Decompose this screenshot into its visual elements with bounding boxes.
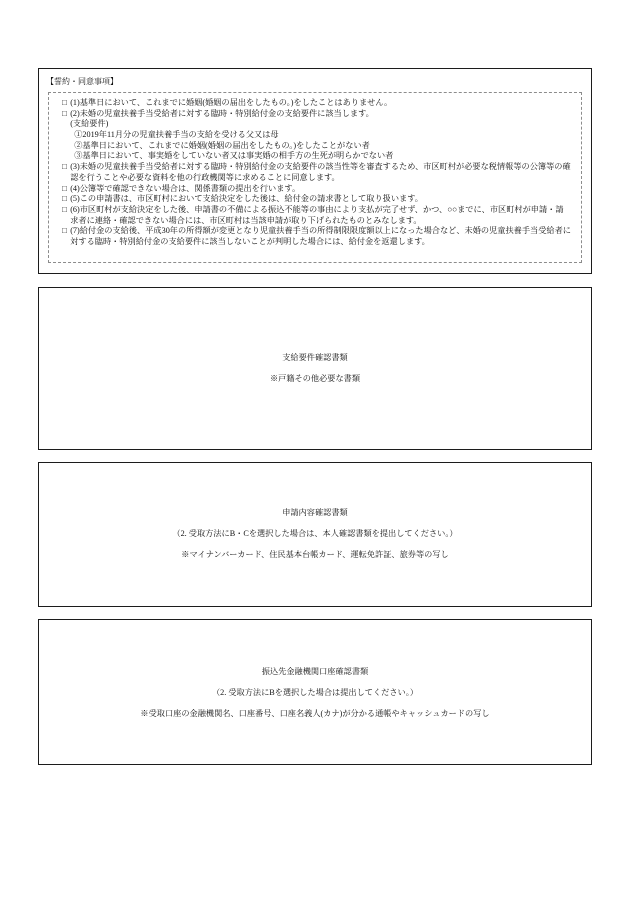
pledge-checkbox-1[interactable]: □: [62, 98, 67, 107]
eligibility-requirements: [70, 119, 581, 162]
pledge-item-body: [70, 205, 581, 226]
pledge-items-list: [48, 92, 582, 263]
pledge-item-4: [62, 184, 581, 195]
bank-account-documents-section: [38, 619, 592, 765]
section-title: 振込先金融機関口座確認書類: [261, 666, 369, 676]
pledge-item-text: (4)公簿等で確認できない場合は、関係書類の提出を行います。: [70, 183, 301, 193]
pledge-checkbox-5[interactable]: □: [62, 194, 67, 204]
pledge-checkbox-7[interactable]: □: [62, 226, 67, 236]
pledge-checkbox-3[interactable]: □: [62, 162, 67, 172]
pledge-item-2: [62, 109, 581, 162]
pledge-item-1: [62, 98, 581, 109]
pledge-item-7: [62, 226, 581, 247]
pledge-item-6: [62, 205, 581, 226]
pledge-item-5: [62, 194, 581, 205]
pledge-item-body: [70, 194, 581, 205]
section-note: ※戸籍その他必要な書類: [269, 373, 361, 383]
pledge-item-body: [70, 162, 581, 183]
eligibility-documents-section: [38, 287, 592, 450]
pledge-item-text: (7)給付金の支給後、平成30年の所得額が変更となり児童扶養手当の所得制限限度額以上になった場合など、未婚の児童扶養手当受給者に: [70, 226, 571, 236]
pledge-item-body: [70, 98, 581, 109]
requirements-label: (支給要件): [70, 119, 109, 129]
section-title: 申請内容確認書類: [282, 507, 348, 517]
pledge-item-text: (3)未婚の児童扶養手当受給者に対する臨時・特別給付金の支給要件の該当性等を審査するため、市区町村が必要な税情報等の公簿等の確: [70, 162, 571, 172]
section-content: [39, 463, 591, 565]
pledge-item-text: 対する臨時・特別給付金の支給要件に該当しないことが判明した場合には、給付金を返還します。: [70, 236, 430, 246]
section-title: 支給要件確認書類: [282, 352, 348, 362]
application-verification-documents-section: [38, 462, 592, 607]
section-content: [39, 288, 591, 389]
pledge-item-body: [70, 226, 581, 247]
pledge-item-text: (5)この申請書は、市区町村において支給決定をした後は、給付金の請求書として取り扱います。: [70, 194, 423, 204]
section-instruction: （2. 受取方法にBを選択した場合は提出してください。）: [211, 687, 419, 697]
requirement-condition: ①2019年11月分の児童扶養手当の支給を受ける父又は母: [74, 130, 279, 140]
pledge-item-body: [70, 184, 581, 195]
section-instruction: （2. 受取方法にB・Cを選択した場合は、本人確認書類を提出してください。）: [172, 528, 458, 538]
requirement-condition: ②基準日において、これまでに婚姻(婚姻の届出をしたもの。)をしたことがない者: [74, 140, 370, 150]
pledge-checkbox-2[interactable]: □: [62, 108, 67, 118]
requirement-condition: ③基準日において、事実婚をしていない者又は事実婚の相手方の生死が明らかでない者: [74, 151, 394, 161]
pledge-item-3: [62, 162, 581, 183]
pledge-item-text: 認を行うことや必要な資料を他の行政機関等に求めることに同意します。: [70, 172, 340, 182]
pledge-checkbox-4[interactable]: □: [62, 183, 67, 193]
pledge-heading: 【誓約・同意事項】: [46, 77, 118, 86]
pledge-item-body: [70, 109, 581, 162]
pledge-item-text: (1)基準日において、これまでに婚姻(婚姻の届出をしたもの。)をしたことはありません。: [70, 98, 393, 107]
section-content: [39, 620, 591, 724]
pledge-item-text: 求者に連絡・確認できない場合には、市区町村は当該申請が取り下げられたものとみなします。: [70, 215, 422, 225]
pledge-checkbox-6[interactable]: □: [62, 204, 67, 214]
section-note: ※受取口座の金融機関名、口座番号、口座名義人(カナ)が分かる通帳やキャッシュカードの写し: [140, 708, 490, 718]
pledge-consent-section: [38, 68, 592, 274]
pledge-item-text: (6)市区町村が支給決定をした後、申請書の不備による振込不能等の事由により支払が完了せず、かつ、○○までに、市区町村が申請・請: [70, 204, 564, 214]
pledge-item-text: (2)未婚の児童扶養手当受給者に対する臨時・特別給付金の支給要件に該当します。: [70, 108, 374, 118]
section-note: ※マイナンバーカード、住民基本台帳カード、運転免許証、旅券等の写し: [181, 549, 449, 559]
